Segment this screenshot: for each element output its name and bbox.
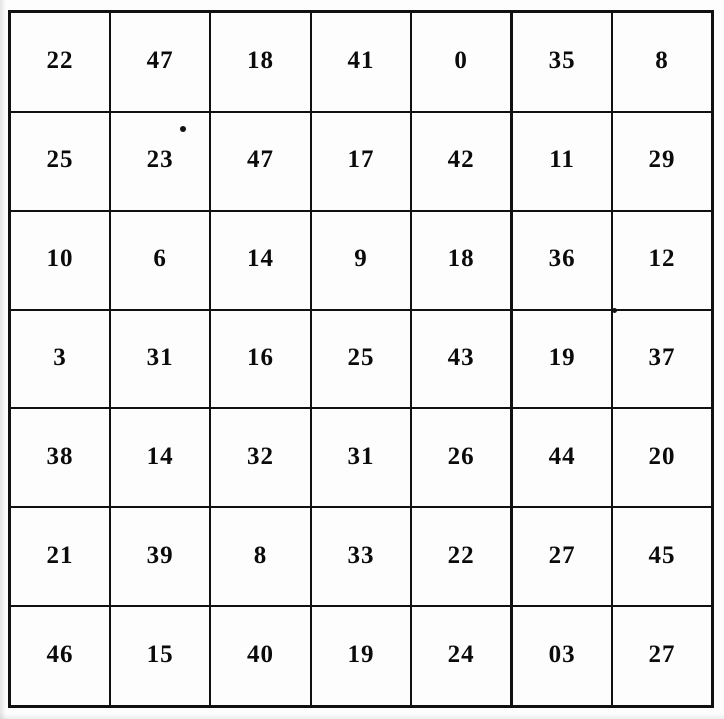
cell-value: 15 bbox=[146, 641, 174, 669]
cell-value: 44 bbox=[548, 442, 576, 470]
ink-speck-icon bbox=[180, 126, 186, 132]
table-cell bbox=[612, 12, 712, 112]
table-cell bbox=[110, 606, 210, 706]
cell-value: 0 bbox=[454, 46, 468, 74]
table-cell bbox=[512, 211, 612, 310]
table-cell bbox=[612, 606, 712, 706]
table-cell bbox=[411, 408, 511, 507]
table-cell bbox=[311, 211, 411, 310]
cell-value: 27 bbox=[548, 541, 576, 569]
table-cell bbox=[110, 112, 210, 211]
cell-value: 43 bbox=[447, 343, 475, 371]
table-cell bbox=[311, 408, 411, 507]
table-cell bbox=[411, 211, 511, 310]
table-cell bbox=[110, 12, 210, 112]
cell-value: 37 bbox=[648, 343, 676, 371]
cell-value: 11 bbox=[549, 146, 575, 174]
table-cell bbox=[311, 606, 411, 706]
table-cell bbox=[612, 408, 712, 507]
cell-value: 9 bbox=[354, 245, 368, 273]
table-cell bbox=[612, 507, 712, 606]
table-cell bbox=[411, 606, 511, 706]
cell-value: 25 bbox=[347, 343, 375, 371]
cell-value: 03 bbox=[548, 641, 576, 669]
cell-value: 14 bbox=[146, 442, 174, 470]
cell-value: 20 bbox=[648, 442, 676, 470]
table-row bbox=[10, 507, 713, 606]
table-cell bbox=[512, 507, 612, 606]
cell-value: 33 bbox=[347, 541, 375, 569]
table-cell bbox=[512, 310, 612, 409]
cell-value: 35 bbox=[548, 46, 576, 74]
table-cell bbox=[612, 310, 712, 409]
table-cell bbox=[210, 12, 310, 112]
cell-value: 29 bbox=[648, 146, 676, 174]
table-cell bbox=[210, 408, 310, 507]
cell-value: 26 bbox=[447, 442, 475, 470]
cell-value: 27 bbox=[648, 641, 676, 669]
table-row bbox=[10, 211, 713, 310]
cell-value: 40 bbox=[247, 641, 275, 669]
cell-value: 19 bbox=[548, 343, 576, 371]
cell-value: 17 bbox=[347, 146, 375, 174]
table-cell bbox=[311, 12, 411, 112]
table-cell bbox=[210, 507, 310, 606]
table-cell bbox=[110, 310, 210, 409]
table-cell bbox=[311, 310, 411, 409]
table-cell bbox=[110, 408, 210, 507]
table-cell bbox=[10, 507, 110, 606]
cell-value: 47 bbox=[146, 46, 174, 74]
cell-value: 14 bbox=[247, 245, 275, 273]
table-cell bbox=[512, 112, 612, 211]
table-cell bbox=[411, 12, 511, 112]
cell-value: 36 bbox=[548, 245, 576, 273]
table-cell bbox=[210, 310, 310, 409]
ink-speck-icon bbox=[612, 308, 617, 313]
table-cell bbox=[10, 12, 110, 112]
cell-value: 8 bbox=[655, 46, 669, 74]
cell-value: 31 bbox=[146, 343, 174, 371]
cell-value: 18 bbox=[247, 46, 275, 74]
cell-value: 41 bbox=[347, 46, 375, 74]
table-cell bbox=[512, 408, 612, 507]
page-edge-shadow-left bbox=[0, 0, 6, 719]
cell-value: 25 bbox=[46, 146, 74, 174]
table-cell bbox=[512, 606, 612, 706]
table-cell bbox=[10, 112, 110, 211]
cell-value: 22 bbox=[46, 46, 74, 74]
cell-value: 16 bbox=[247, 343, 275, 371]
number-grid bbox=[8, 10, 714, 708]
cell-value: 21 bbox=[46, 541, 74, 569]
table-cell bbox=[10, 211, 110, 310]
table-row bbox=[10, 112, 713, 211]
number-grid-container bbox=[8, 10, 714, 708]
cell-value: 47 bbox=[247, 146, 275, 174]
cell-value: 23 bbox=[146, 146, 174, 174]
cell-value: 12 bbox=[648, 245, 676, 273]
cell-value: 6 bbox=[153, 245, 167, 273]
table-row bbox=[10, 606, 713, 706]
cell-value: 3 bbox=[53, 343, 67, 371]
table-row bbox=[10, 12, 713, 112]
cell-value: 18 bbox=[447, 245, 475, 273]
cell-value: 45 bbox=[648, 541, 676, 569]
table-cell bbox=[10, 310, 110, 409]
cell-value: 10 bbox=[46, 245, 74, 273]
cell-value: 38 bbox=[46, 442, 74, 470]
cell-value: 32 bbox=[247, 442, 275, 470]
table-cell bbox=[311, 507, 411, 606]
table-cell bbox=[411, 507, 511, 606]
cell-value: 22 bbox=[447, 541, 475, 569]
table-row bbox=[10, 408, 713, 507]
table-cell bbox=[311, 112, 411, 211]
table-cell bbox=[411, 310, 511, 409]
table-row bbox=[10, 310, 713, 409]
page-edge-shadow-bottom bbox=[0, 713, 724, 719]
cell-value: 46 bbox=[46, 641, 74, 669]
cell-value: 31 bbox=[347, 442, 375, 470]
table-cell bbox=[210, 211, 310, 310]
cell-value: 8 bbox=[253, 541, 268, 569]
cell-value: 39 bbox=[146, 541, 174, 569]
table-cell bbox=[110, 507, 210, 606]
table-cell bbox=[10, 408, 110, 507]
table-cell bbox=[612, 112, 712, 211]
table-cell bbox=[612, 211, 712, 310]
table-cell bbox=[210, 112, 310, 211]
table-cell bbox=[210, 606, 310, 706]
table-cell bbox=[512, 12, 612, 112]
cell-value: 19 bbox=[347, 641, 375, 669]
table-cell bbox=[10, 606, 110, 706]
table-cell bbox=[411, 112, 511, 211]
cell-value: 42 bbox=[447, 146, 475, 174]
cell-value: 24 bbox=[447, 641, 475, 669]
table-cell bbox=[110, 211, 210, 310]
